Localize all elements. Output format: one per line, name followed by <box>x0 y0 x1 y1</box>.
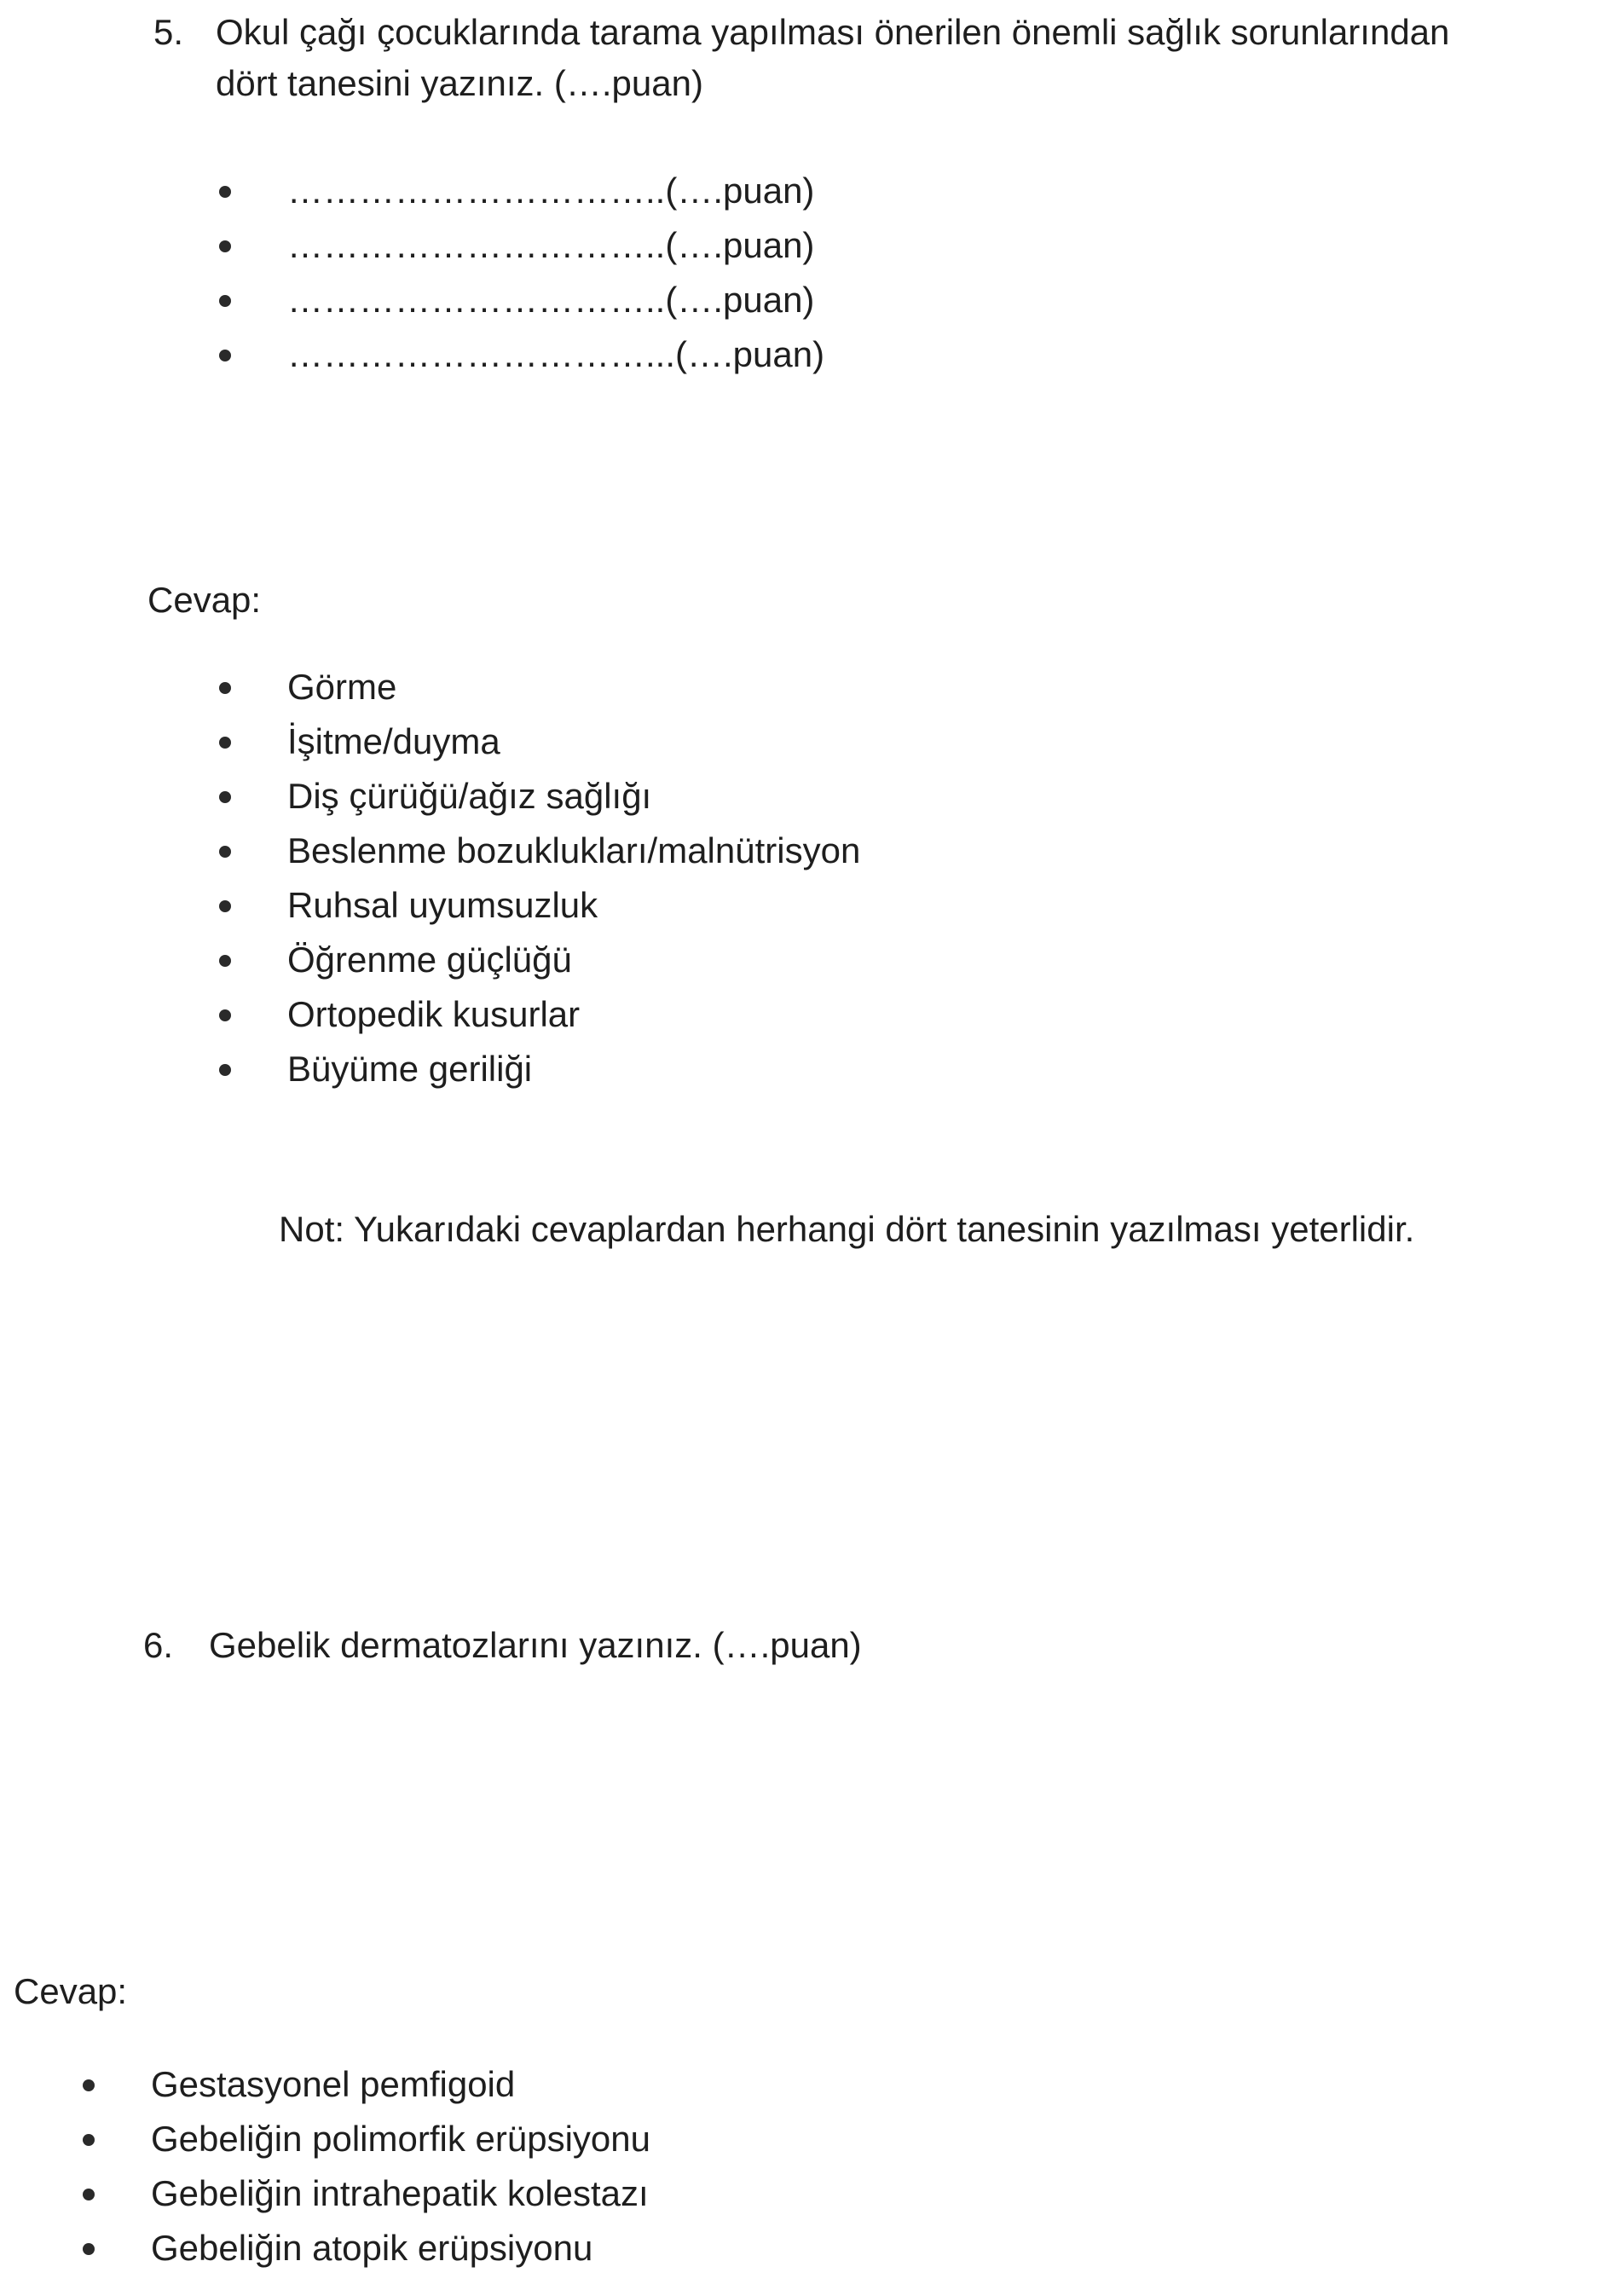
blank-line-text: …………………………...(….puan) <box>287 334 825 374</box>
bullet-icon <box>83 2134 95 2146</box>
question-5-number: 5. <box>153 12 184 52</box>
question-6 <box>143 1620 1592 1671</box>
bullet-icon <box>83 2079 95 2091</box>
answer-item-text: Gebeliğin polimorfik erüpsiyonu <box>151 2119 650 2159</box>
question-5-line-2: dört tanesini yazınız. (….puan) <box>216 63 703 103</box>
answer-item-text: Ortopedik kusurlar <box>287 994 581 1034</box>
answer-item-text: Ruhsal uyumsuzluk <box>287 885 598 925</box>
question-6-answer-label: Cevap: <box>14 1971 128 2011</box>
blank-line-text: …………………………..(….puan) <box>287 171 815 211</box>
answer-item-text: Büyüme geriliği <box>287 1049 533 1089</box>
bullet-icon <box>219 295 231 307</box>
answer-item-text: İşitme/duyma <box>287 721 500 761</box>
question-6-text: Gebelik dermatozlarını yazınız. (….puan) <box>209 1625 862 1665</box>
question-6-number: 6. <box>143 1625 174 1665</box>
blank-line-text: …………………………..(….puan) <box>287 280 815 320</box>
bullet-icon <box>219 955 231 967</box>
bullet-icon <box>219 737 231 749</box>
bullet-icon <box>219 350 231 361</box>
bullet-icon <box>219 791 231 803</box>
question-5 <box>153 7 1603 109</box>
bullet-icon <box>219 846 231 858</box>
bullet-icon <box>219 186 231 198</box>
question-5-note: Not: Yukarıdaki cevaplardan herhangi dört tanesinin yazılması yeterlidir. <box>279 1209 1415 1249</box>
bullet-icon <box>219 1064 231 1076</box>
question-5-line-1: Okul çağı çocuklarında tarama yapılması önerilen önemli sağlık sorunlarından <box>216 12 1450 52</box>
answer-item-text: Gebeliğin atopik erüpsiyonu <box>151 2228 593 2268</box>
bullet-icon <box>219 240 231 252</box>
answer-item-text: Gestasyonel pemfigoid <box>151 2064 516 2104</box>
bullet-icon <box>219 1009 231 1021</box>
answer-item-text: Görme <box>287 667 397 707</box>
blank-line-text: …………………………..(….puan) <box>287 225 815 265</box>
bullet-icon <box>83 2243 95 2255</box>
bullet-icon <box>83 2189 95 2200</box>
bullet-icon <box>219 900 231 912</box>
answer-item-text: Öğrenme güçlüğü <box>287 940 572 980</box>
answer-item-text: Gebeliğin intrahepatik kolestazı <box>151 2173 649 2213</box>
answer-item-text: Beslenme bozuklukları/malnütrisyon <box>287 830 861 870</box>
answer-item-text: Diş çürüğü/ağız sağlığı <box>287 776 652 816</box>
bullet-icon <box>219 682 231 694</box>
question-5-answer-label: Cevap: <box>147 580 262 620</box>
